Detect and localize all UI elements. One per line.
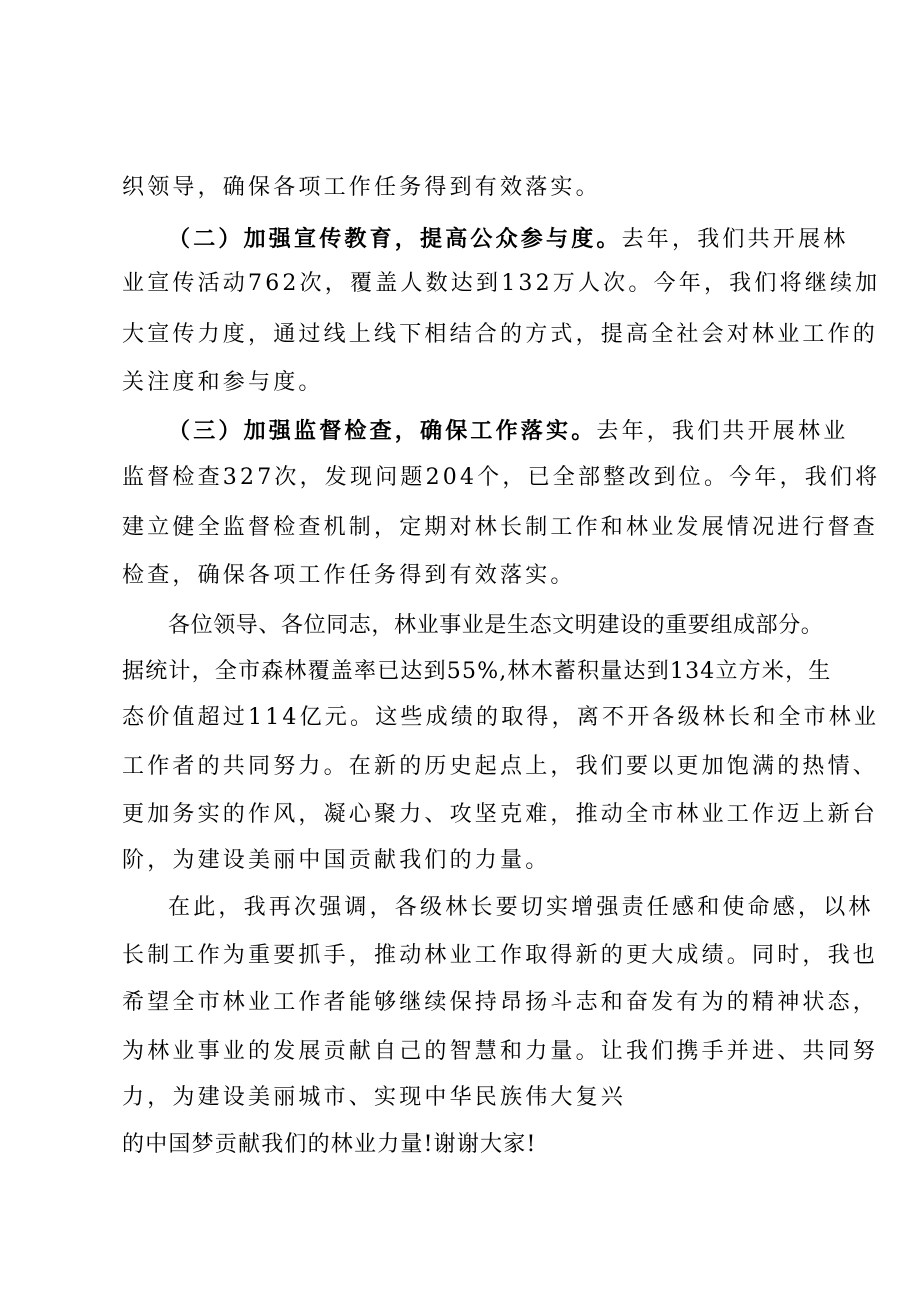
line-text: 希望全市林业工作者能够继续保持昂扬斗志和奋发有为的精神状态， xyxy=(122,990,879,1015)
text-line xyxy=(122,657,832,687)
text-line xyxy=(122,368,324,398)
text-line xyxy=(122,1037,878,1067)
line-text: 关注度和参与度。 xyxy=(122,370,324,395)
line-text: 监督检查327次，发现问题204个，已全部整改到位。今年，我们将 xyxy=(122,465,881,490)
line-text: 织领导，确保各项工作任务得到有效落实。 xyxy=(122,175,601,200)
line-text: 在此，我再次强调，各级林长要切实增强责任感和使命感，以林 xyxy=(168,895,874,920)
line-text: 为林业事业的发展贡献自己的智慧和力量。让我们携手并进、共同努 xyxy=(122,1039,879,1064)
line-text: 去年，我们共开展林业 xyxy=(596,419,849,444)
text-line xyxy=(168,893,874,923)
text-line xyxy=(122,1083,626,1113)
line-text: 建立健全监督检查机制，定期对林长制工作和林业发展情况进行督查 xyxy=(122,515,879,540)
line-text: 的中国梦贡献我们的林业力量!谢谢大家! xyxy=(122,1132,537,1157)
text-line xyxy=(122,320,878,350)
text-line xyxy=(122,1130,536,1160)
line-text: 业宣传活动762次，覆盖人数达到132万人次。今年，我们将继续加 xyxy=(122,271,881,296)
section-heading: （三）加强监督检查，确保工作落实。 xyxy=(168,418,597,444)
line-text: 据统计，全市森林覆盖率已达到55%,林木蓄积量达到134立方米，生 xyxy=(122,659,832,684)
line-text: 态价值超过114亿元。这些成绩的取得，离不开各级林长和全市林业 xyxy=(122,705,880,730)
text-line xyxy=(122,800,878,830)
text-line xyxy=(122,846,550,876)
text-line xyxy=(122,703,879,733)
line-text: 各位领导、各位同志，林业事业是生态文明建设的重要组成部分。 xyxy=(168,613,824,638)
line-text: 更加务实的作风，凝心聚力、攻坚克难，推动全市林业工作迈上新台 xyxy=(122,802,879,827)
line-text: 力，为建设美丽城市、实现中华民族伟大复兴 xyxy=(122,1085,627,1110)
line-text: 去年，我们共开展林 xyxy=(621,227,849,252)
text-line xyxy=(122,941,878,971)
line-text: 长制工作为重要抓手，推动林业工作取得新的更大成绩。同时，我也 xyxy=(122,943,879,968)
text-line xyxy=(122,561,576,591)
line-text: 阶，为建设美丽中国贡献我们的力量。 xyxy=(122,848,551,873)
line-text: 检查，确保各项工作任务得到有效落实。 xyxy=(122,563,576,588)
text-line xyxy=(168,611,823,641)
section-heading: （二）加强宣传教育，提高公众参与度。 xyxy=(168,226,622,252)
text-line xyxy=(122,463,880,493)
line-text: 大宣传力度，通过线上线下相结合的方式，提高全社会对林业工作的 xyxy=(122,322,879,347)
text-line xyxy=(122,752,878,782)
text-line xyxy=(122,988,878,1018)
section-heading-line xyxy=(168,416,848,447)
text-line xyxy=(122,173,601,203)
text-line xyxy=(122,269,880,299)
text-line xyxy=(122,513,878,543)
section-heading-line xyxy=(168,224,848,255)
line-text: 工作者的共同努力。在新的历史起点上，我们要以更加饱满的热情、 xyxy=(122,754,879,779)
